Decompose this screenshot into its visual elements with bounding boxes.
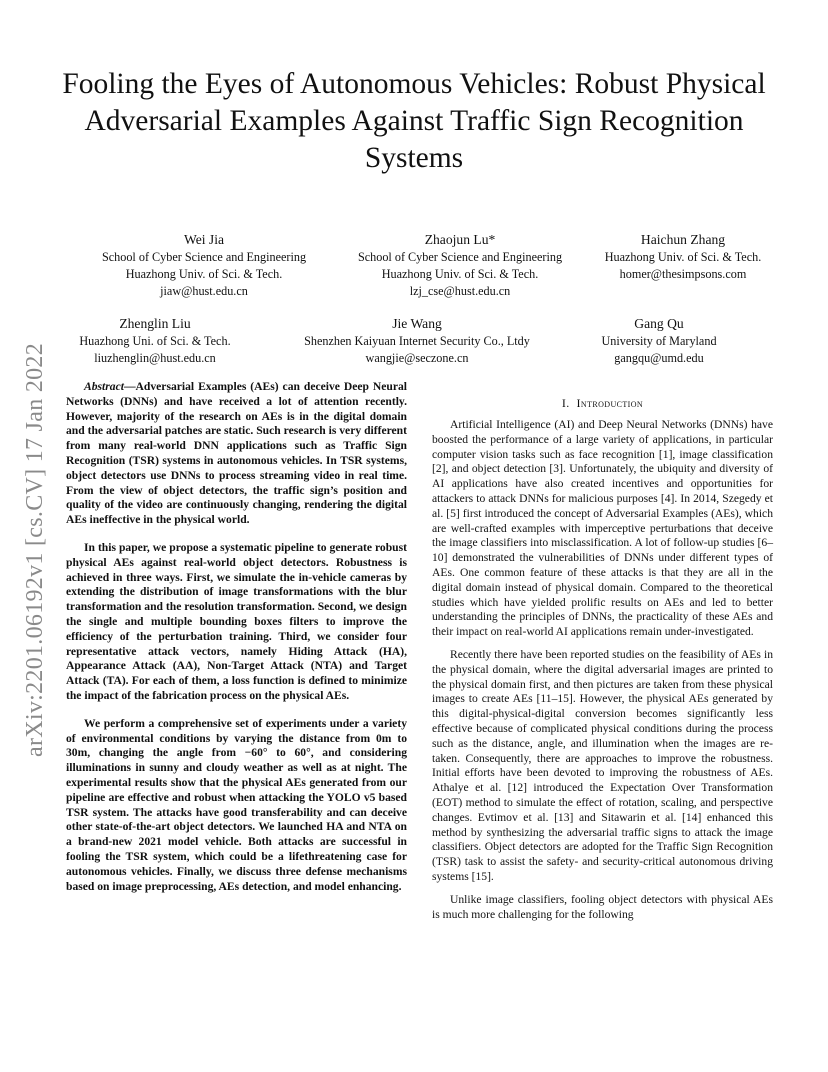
author-email: lzj_cse@hust.edu.cn <box>409 283 511 298</box>
author-name: Zhaojun Lu* <box>424 232 496 247</box>
abstract-paragraph-2: In this paper, we propose a systematic pipeline to generate robust physical AEs against real-world object detectors. Robustness is achieved in three ways. First, we simulate the in-vehicle cameras by extending the distribution of image transformations with the blur transformation and the resolution transformation. Second, we design the single and multiple bounding boxes filters to improve the efficiency of the perturbation training. Third, we consider four representative attack vectors, namely Hiding Attack (HA), Appearance Attack (AA), Non-Target Attack (NTA) and Target Attack (TA). For each of them, a loss function is defined to minimize the impact of the fabrication process on the physical AEs. <box>66 540 407 702</box>
author-name: Jie Wang <box>392 316 442 331</box>
section-number: I. <box>561 396 570 410</box>
abstract-label: Abstract <box>84 380 124 393</box>
author-affiliation: University of Maryland <box>601 334 717 348</box>
body-paragraph-2: Recently there have been reported studies on the feasibility of AEs in the physical domain, where the digital adversarial images are printed to the physical domain first, and then pictures are taken from these physical images to create AEs [11–15]. However, the physical AEs generated by this digital-physical-digital conversion becomes significantly less effective because of complicated physical conditions during the process such as the distance, angle, and illumination when the images are re-taken. Consequently, there are approaches to improve the robustness. Initial efforts have been devoted to improving the robustness of AEs. Athalye et al. [12] introduced the Expectation Over Transformation (EOT) method to simulate the effect of rotation, scaling, and perspective changes. Evtimov et al. [13] and Sitawarin et al. [14] enhanced this method by synthesizing the adversarial traffic signs to attack the image classifiers. Object detectors are adopted for the Traffic Sign Recognition (TSR) task to assist the safety- and security-critical autonomous driving systems [15]. <box>432 647 773 883</box>
author-email: liuzhenglin@hust.edu.cn <box>94 350 216 365</box>
author-name: Wei Jia <box>183 232 225 247</box>
body-paragraph-3: Unlike image classifiers, fooling object detectors with physical AEs is much more challenging for the following <box>432 892 773 921</box>
arxiv-identifier: arXiv:2201.06192v1 [cs.CV] 17 Jan 2022 <box>22 342 48 757</box>
introduction-body <box>432 418 773 930</box>
author-affiliation: School of Cyber Science and Engineering <box>101 250 307 264</box>
author-block-4 <box>60 314 250 367</box>
author-email: gangqu@umd.edu <box>614 350 704 365</box>
author-email: jiaw@hust.edu.cn <box>160 283 248 298</box>
author-name: Gang Qu <box>634 316 684 331</box>
author-affiliation: Shenzhen Kaiyuan Internet Security Co., Ltdy <box>304 334 530 348</box>
author-block-2 <box>330 230 590 299</box>
author-affiliation: Huazhong Univ. of Sci. & Tech. <box>604 250 762 264</box>
paper-title: Fooling the Eyes of Autonomous Vehicles: Robust Physical Adversarial Examples Against Traffic Sign Recognition Systems <box>62 68 766 174</box>
author-email: homer@thesimpsons.com <box>619 266 747 281</box>
abstract-paragraph-3: We perform a comprehensive set of experiments under a variety of environmental conditions by varying the distance from 0m to 30m, changing the angle from −60° to 60°, and considering illuminations in sunny and cloudy weather as well as at night. The experimental results show that the physical AEs generated from our pipeline are effective and robust when attacking the YOLO v5 based TSR system. The attacks have good transferability and can deceive other state-of-the-art object detectors. We launched HA and NTA on a brand-new 2021 model vehicle. Both attacks are successful in fooling the TSR system, which could be a lifethreatening case for autonomous vehicles. Finally, we discuss three defense mechanisms based on image preprocessing, AEs detection, and model enhancing. <box>66 716 407 893</box>
author-affiliation: School of Cyber Science and Engineering <box>357 250 563 264</box>
abstract <box>66 380 407 907</box>
section-title: Introduction <box>576 396 644 410</box>
author-affiliation: Huazhong Univ. of Sci. & Tech. <box>125 266 283 281</box>
author-affiliation: Huazhong Univ. of Sci. & Tech. <box>381 266 539 281</box>
author-block-3 <box>590 230 776 283</box>
author-block-1 <box>66 230 342 299</box>
abstract-paragraph-1: Abstract—Adversarial Examples (AEs) can deceive Deep Neural Networks (DNNs) and have received a lot of attention recently. However, majority of the research on AEs is in the digital domain and the adversarial patches are static. Such research is very different from many real-world DNN applications such as Traffic Sign Recognition (TSR) systems in autonomous vehicles. In TSR systems, object detectors use DNNs to process streaming video in real time. From the view of object detectors, the traffic sign’s position and quality of the video are continuously changing, rendering the digital AEs ineffective in the physical world. <box>66 380 407 527</box>
author-name: Zhenglin Liu <box>119 316 191 331</box>
author-email: wangjie@seczone.cn <box>365 350 469 365</box>
body-paragraph-1: Artificial Intelligence (AI) and Deep Neural Networks (DNNs) have boosted the performance of a large variety of applications, in particular computer vision tasks such as face recognition [1], image classification [2], and object detection [3]. Unfortunately, the ubiquity and diversity of AI applications have also created incentives and opportunities for attackers to attack DNNs for malicious purposes [4]. In 2014, Szegedy et al. [5] first introduced the concept of Adversarial Examples (AEs), which are well-crafted examples with imperceptive perturbations that deceive the image classifiers into misclassification. A lot of follow-up studies [6–10] demonstrated the vulnerabilities of DNNs under different types of AEs. One common feature of these attacks is that they are all in the digital domain instead of physical domain. Compared to the theoretical studies which have yielded prolific results on AEs and led to better understanding the principles of DNNs, the practicality of these AEs and their impact on real-world AI applications remain under-investigated. <box>432 418 773 639</box>
section-heading <box>432 396 773 411</box>
author-name: Haichun Zhang <box>640 232 726 247</box>
author-affiliation: Huazhong Uni. of Sci. & Tech. <box>79 334 231 348</box>
author-block-5 <box>280 314 554 367</box>
author-block-6 <box>584 314 734 367</box>
